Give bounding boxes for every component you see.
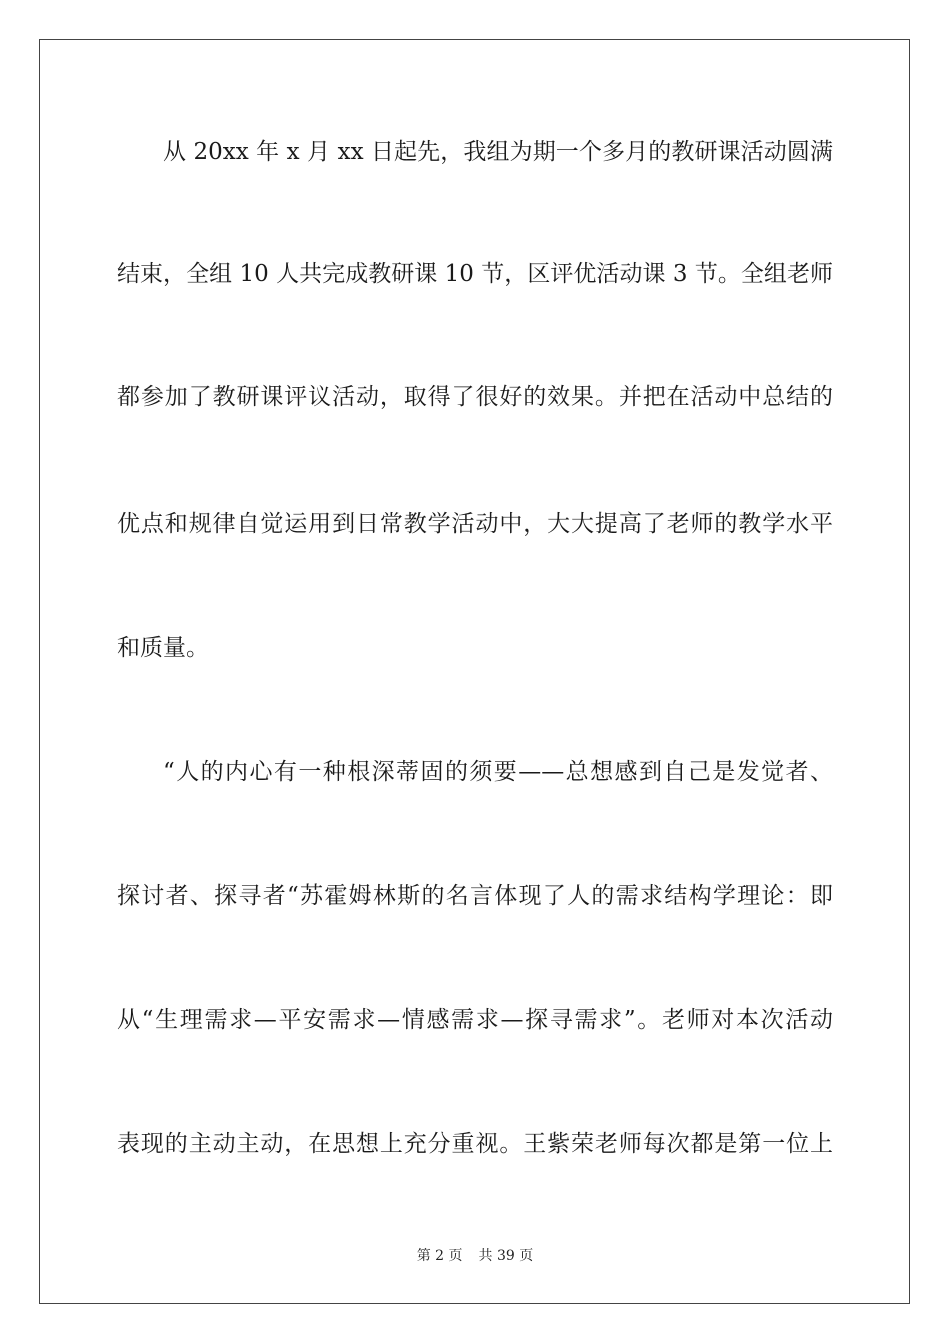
paragraph-1-line-2: 结束，全组 10 人共完成教研课 10 节，区评优活动课 3 节。全组老师: [117, 261, 833, 287]
paragraph-1-line-1: 从 20xx 年 x 月 xx 日起先，我组为期一个多月的教研课活动圆满: [163, 139, 833, 165]
paragraph-2-line-2: 探讨者、探寻者“苏霍姆林斯的名言体现了人的需求结构学理论：即: [117, 883, 833, 909]
page-footer: [0, 1246, 950, 1266]
paragraph-2-line-4: 表现的主动主动，在思想上充分重视。王紫荣老师每次都是第一位上: [117, 1131, 833, 1157]
paragraph-1-line-5: 和质量。: [117, 635, 209, 661]
current-page-number: 第 2 页: [416, 1248, 463, 1264]
page-border: [39, 39, 910, 1304]
total-page-count: 共 39 页: [478, 1248, 534, 1264]
paragraph-1-line-3: 都参加了教研课评议活动，取得了很好的效果。并把在活动中总结的: [117, 384, 833, 410]
paragraph-2-line-1: “人的内心有一种根深蒂固的须要——总想感到自己是发觉者、: [163, 759, 833, 785]
paragraph-2-line-3: 从“生理需求—平安需求—情感需求—探寻需求”。老师对本次活动: [117, 1007, 833, 1033]
paragraph-1-line-4: 优点和规律自觉运用到日常教学活动中，大大提高了老师的教学水平: [117, 511, 833, 537]
